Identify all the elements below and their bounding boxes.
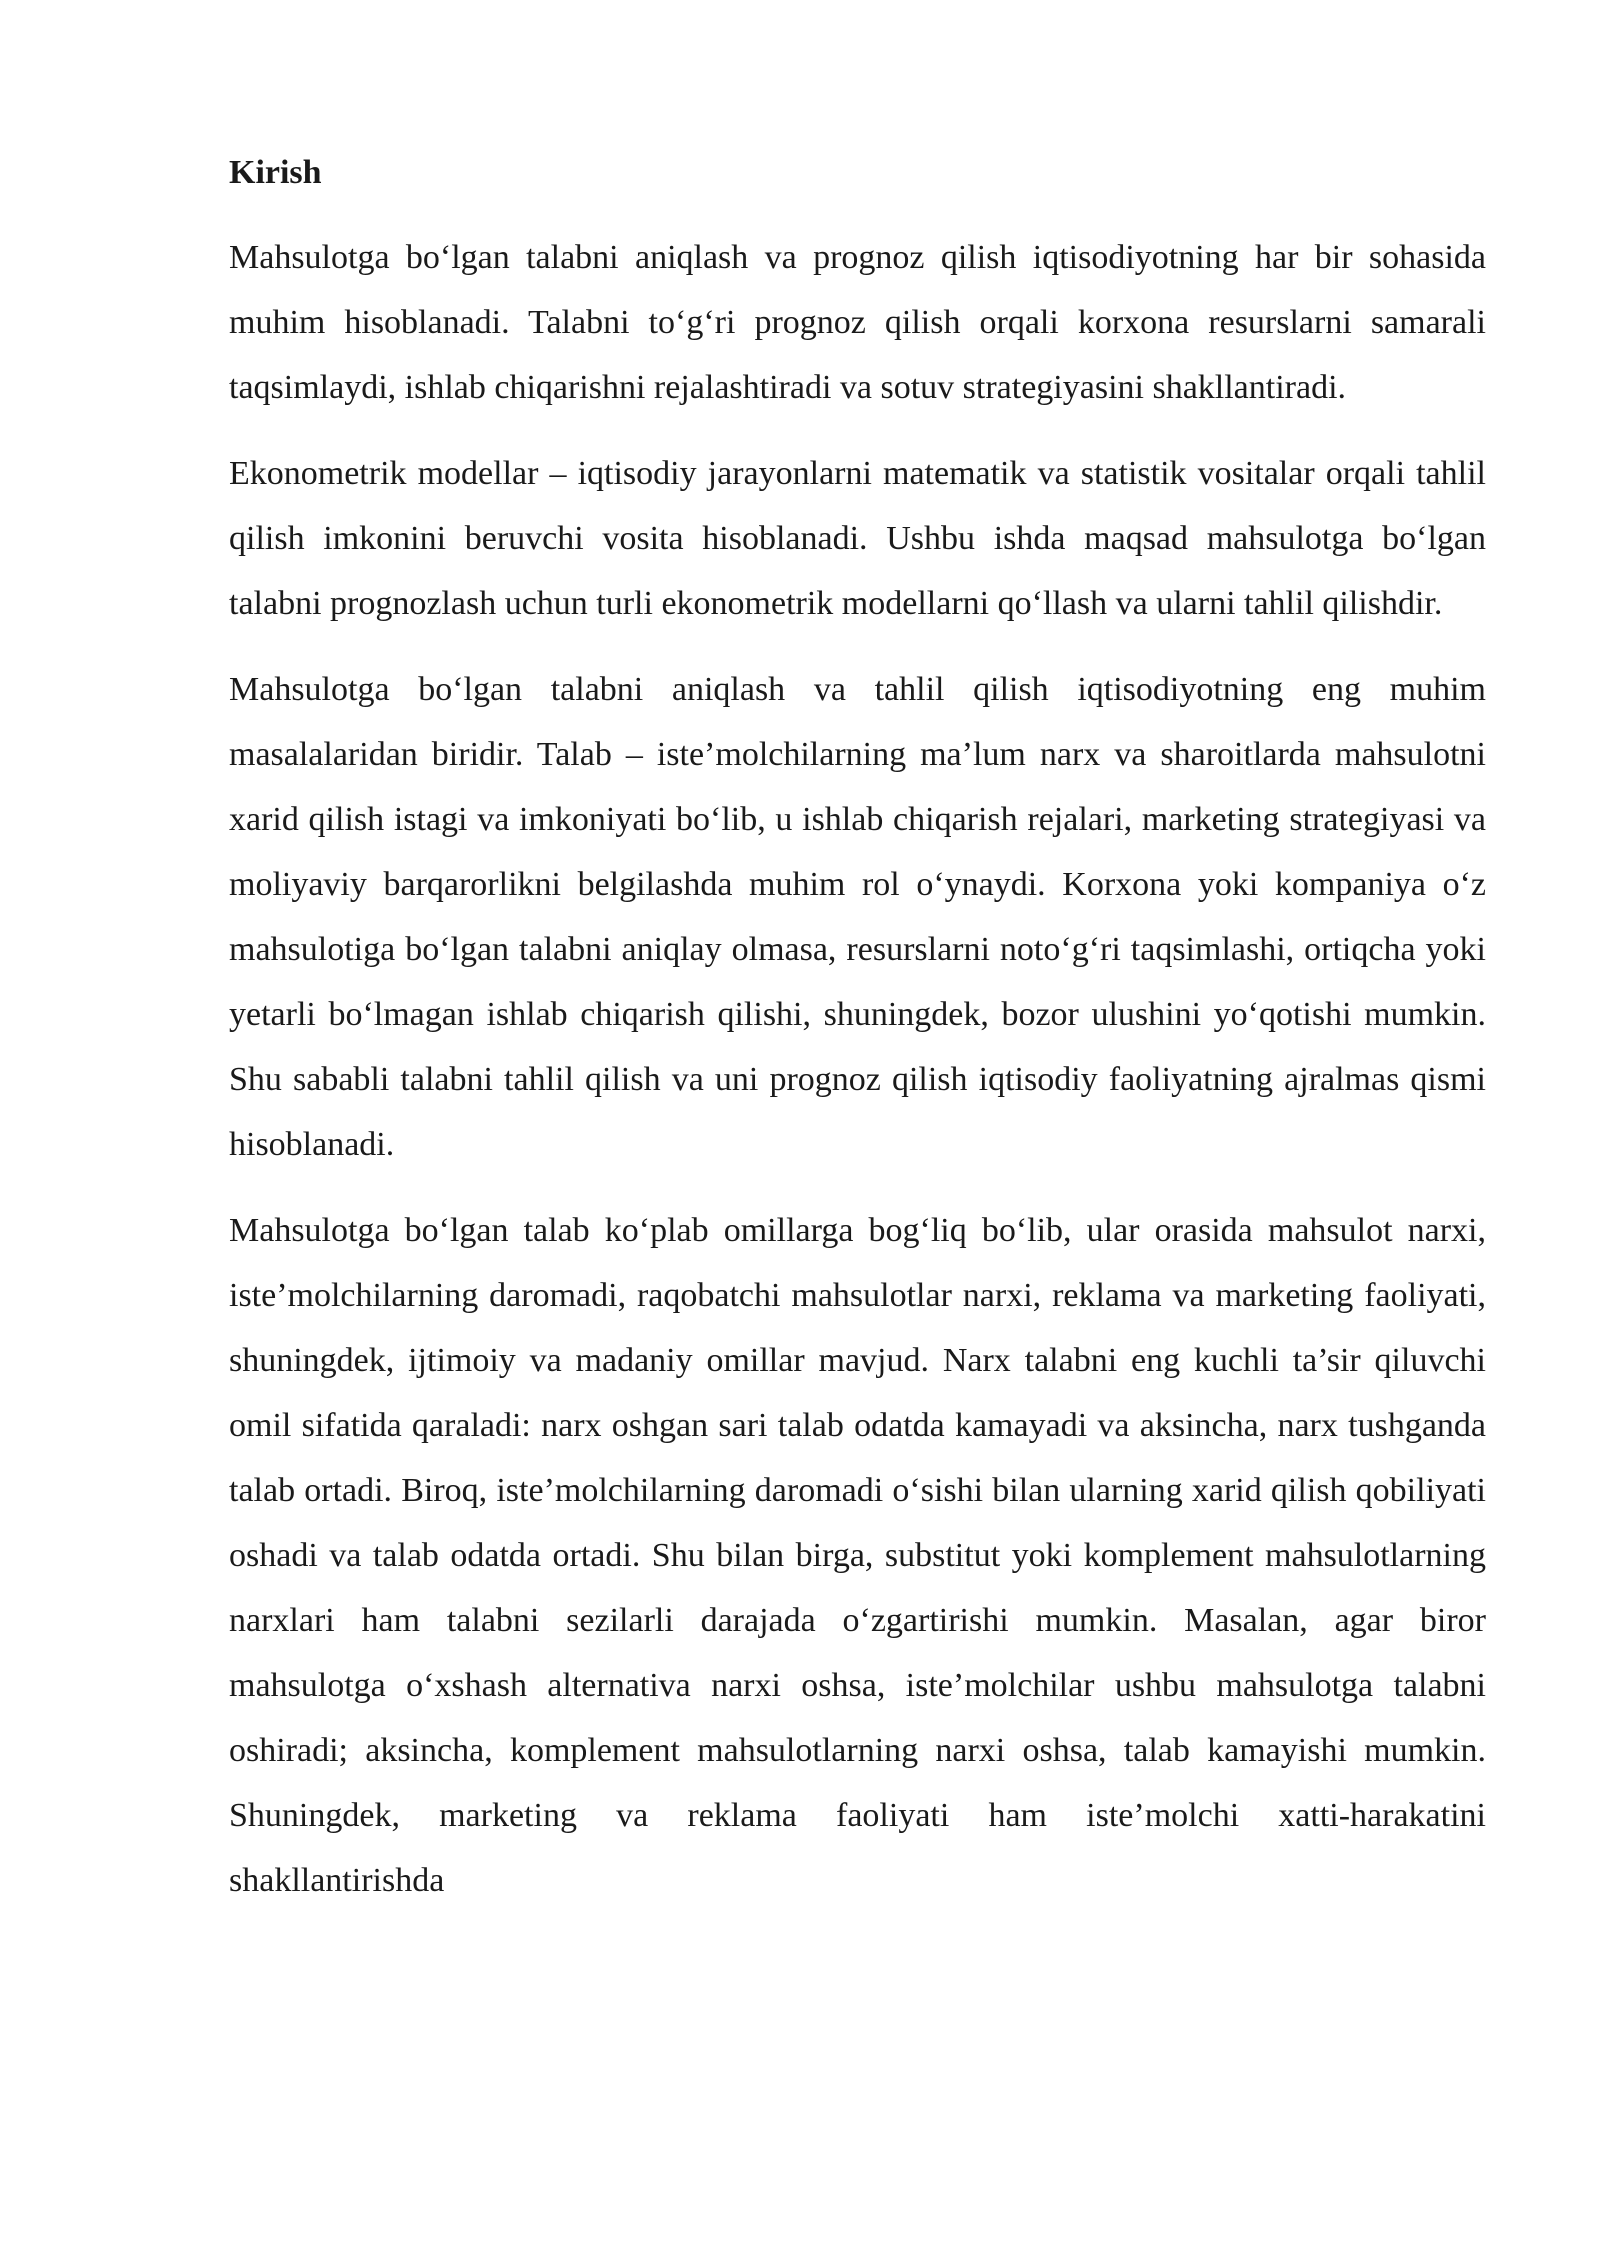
paragraph-1: Mahsulotga bo‘lgan talabni aniqlash va prognoz qilish iqtisodiyotning har bir sohasida muhim hisoblanadi. Talabni to‘g‘ri prognoz qilish orqali korxona resurslarni samarali taqsimlaydi, ishlab chiqarishni rejalashtiradi va sotuv strategiyasini shakllantiradi.: [229, 239, 1486, 406]
section-heading: Kirish: [229, 154, 322, 191]
paragraph-4: Mahsulotga bo‘lgan talab ko‘plab omillarga bog‘liq bo‘lib, ular orasida mahsulot narxi, iste’molchilarning daromadi, raqobatchi mahsulotlar narxi, reklama va marketing faoliyati, shuningdek, ijtimoiy va madaniy omillar mavjud. Narx talabni eng kuchli ta’sir qiluvchi omil sifatida qaraladi: narx oshgan sari talab odatda kamayadi va aksincha, narx tushganda talab ortadi. Biroq, iste’molchilarning daromadi o‘sishi bilan ularning xarid qilish qobiliyati oshadi va talab odatda ortadi. Shu bilan birga, substitut yoki komplement mahsulotlarning narxlari ham talabni sezilarli darajada o‘zgartirishi mumkin. Masalan, agar biror mahsulotga o‘xshash alternativa narxi oshsa, iste’molchilar ushbu mahsulotga talabni oshiradi; aksincha, komplement mahsulotlarning narxi oshsa, talab kamayishi mumkin. Shuningdek, marketing va reklama faoliyati ham iste’molchi xatti-harakatini shakllantirishda: [229, 1212, 1486, 1899]
document-body: [229, 140, 1486, 1934]
paragraph-3: Mahsulotga bo‘lgan talabni aniqlash va tahlil qilish iqtisodiyotning eng muhim masalalaridan biridir. Talab – iste’molchilarning ma’lum narx va sharoitlarda mahsulotni xarid qilish istagi va imkoniyati bo‘lib, u ishlab chiqarish rejalari, marketing strategiyasi va moliyaviy barqarorlikni belgilashda muhim rol o‘ynaydi. Korxona yoki kompaniya o‘z mahsulotiga bo‘lgan talabni aniqlay olmasa, resurslarni noto‘g‘ri taqsimlashi, ortiqcha yoki yetarli bo‘lmagan ishlab chiqarish qilishi, shuningdek, bozor ulushini yo‘qotishi mumkin. Shu sababli talabni tahlil qilish va uni prognoz qilish iqtisodiy faoliyatning ajralmas qismi hisoblanadi.: [229, 671, 1486, 1163]
paragraph-2: Ekonometrik modellar – iqtisodiy jarayonlarni matematik va statistik vositalar orqali tahlil qilish imkonini beruvchi vosita hisoblanadi. Ushbu ishda maqsad mahsulotga bo‘lgan talabni prognozlash uchun turli ekonometrik modellarni qo‘llash va ularni tahlil qilishdir.: [229, 455, 1486, 622]
